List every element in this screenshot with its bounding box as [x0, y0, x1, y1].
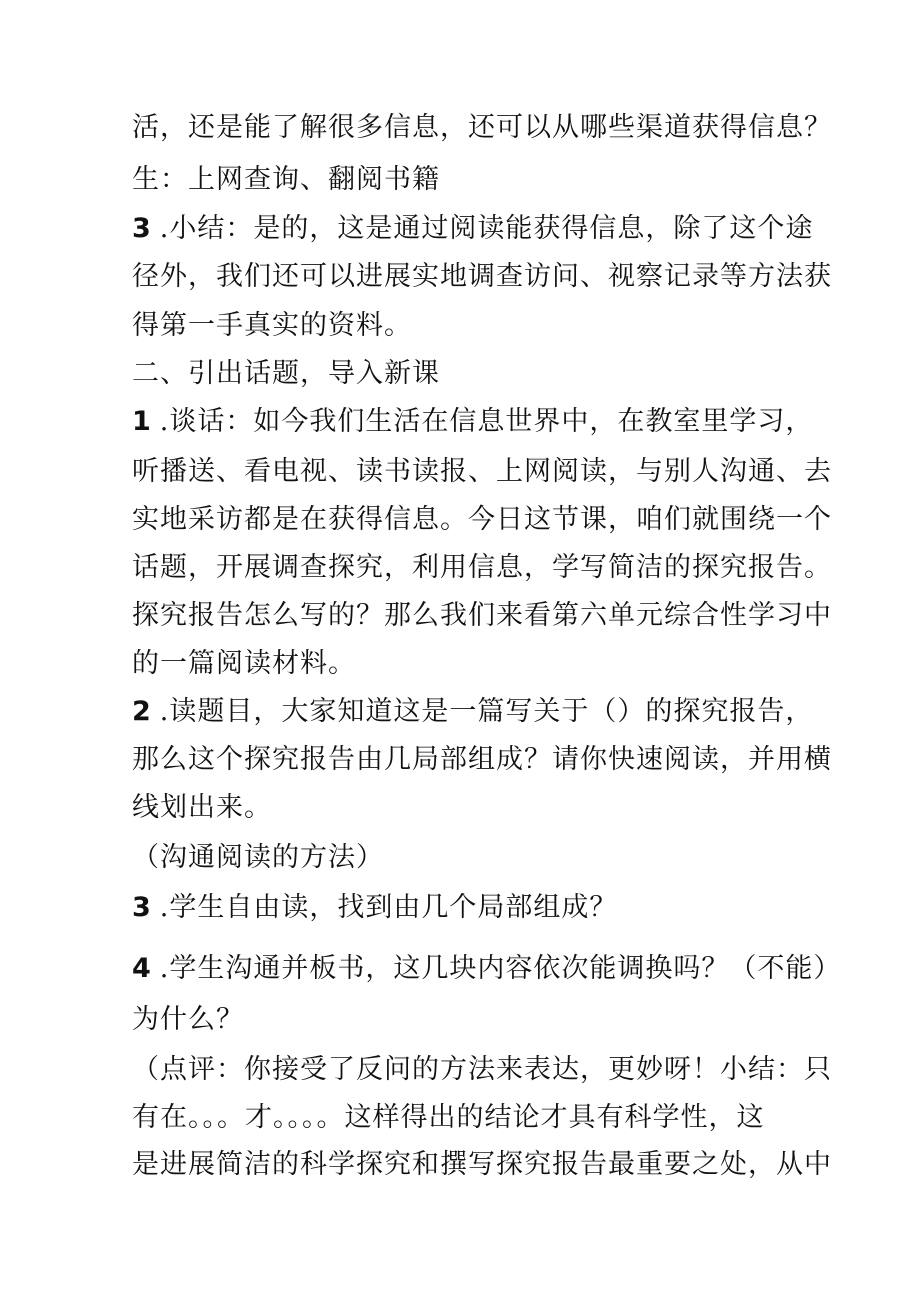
line-text: .小结：是的，这是通过阅读能获得信息，除了这个途 [159, 213, 814, 244]
paragraph-line [132, 550, 832, 586]
line-text: 探究报告怎么写的？那么我们来看第六单元综合性学习中 [132, 600, 832, 631]
line-text: 的一篇阅读材料。 [132, 648, 356, 679]
line-text: 生：上网查询、翻阅书籍 [132, 164, 440, 195]
item-number: 3 [132, 213, 152, 244]
paragraph-line [132, 1052, 832, 1088]
line-text: 二、引出话题，导入新课 [132, 358, 440, 389]
paragraph-line [132, 308, 802, 344]
line-text: .学生沟通并板书，这几块内容依次能调换吗？（不能） [159, 953, 842, 984]
line-text: 为什么？ [132, 1004, 244, 1035]
paragraph-line [132, 502, 832, 538]
paragraph-line [132, 646, 802, 682]
line-text: （点评：你接受了反问的方法来表达，更妙呀！小结：只 [132, 1054, 832, 1085]
line-text: 听播送、看电视、读书读报、上网阅读，与别人沟通、去 [132, 456, 832, 487]
item-number: 3 [132, 892, 152, 923]
paragraph-line [132, 1002, 802, 1038]
paragraph-line [132, 454, 832, 490]
line-text: .读题目，大家知道这是一篇写关于（）的探究报告， [159, 696, 814, 727]
line-text: .谈话：如今我们生活在信息世界中，在教室里学习， [159, 406, 814, 437]
line-text: .学生自由读，找到由几个局部组成？ [159, 892, 618, 923]
line-text: 有在。。。才。。。。这样得出的结论才具有科学性，这 [132, 1102, 765, 1133]
line-text: 线划出来。 [132, 792, 272, 823]
line-text: 是进展简洁的科学探究和撰写探究报告最重要之处，从中 [132, 1149, 832, 1180]
numbered-line [132, 694, 814, 730]
line-text: 那么这个探究报告由几局部组成？请你快速阅读，并用横 [132, 744, 832, 775]
item-number: 1 [132, 406, 152, 437]
paragraph-line [132, 110, 832, 146]
item-number: 4 [132, 953, 152, 984]
numbered-line [132, 211, 814, 247]
numbered-line [132, 951, 842, 987]
paragraph-line [132, 1100, 802, 1136]
paragraph-line [132, 840, 802, 876]
paragraph-line [132, 1147, 832, 1183]
item-number: 2 [132, 696, 152, 727]
section-heading [132, 356, 802, 392]
line-text: 实地采访都是在获得信息。今日这节课，咱们就围绕一个 [132, 504, 832, 535]
line-text: 活，还是能了解很多信息，还可以从哪些渠道获得信息？ [132, 112, 832, 143]
line-text: 径外，我们还可以进展实地调查访问、视察记录等方法获 [132, 261, 832, 292]
paragraph-line [132, 598, 832, 634]
paragraph-line [132, 790, 802, 826]
numbered-line [132, 890, 802, 926]
paragraph-line [132, 259, 832, 295]
line-text: 话题，开展调查探究，利用信息，学写简洁的探究报告。 [132, 552, 832, 583]
paragraph-line [132, 162, 802, 198]
numbered-line [132, 404, 814, 440]
line-text: （沟通阅读的方法） [132, 842, 384, 873]
paragraph-line [132, 742, 832, 778]
line-text: 得第一手真实的资料。 [132, 310, 412, 341]
